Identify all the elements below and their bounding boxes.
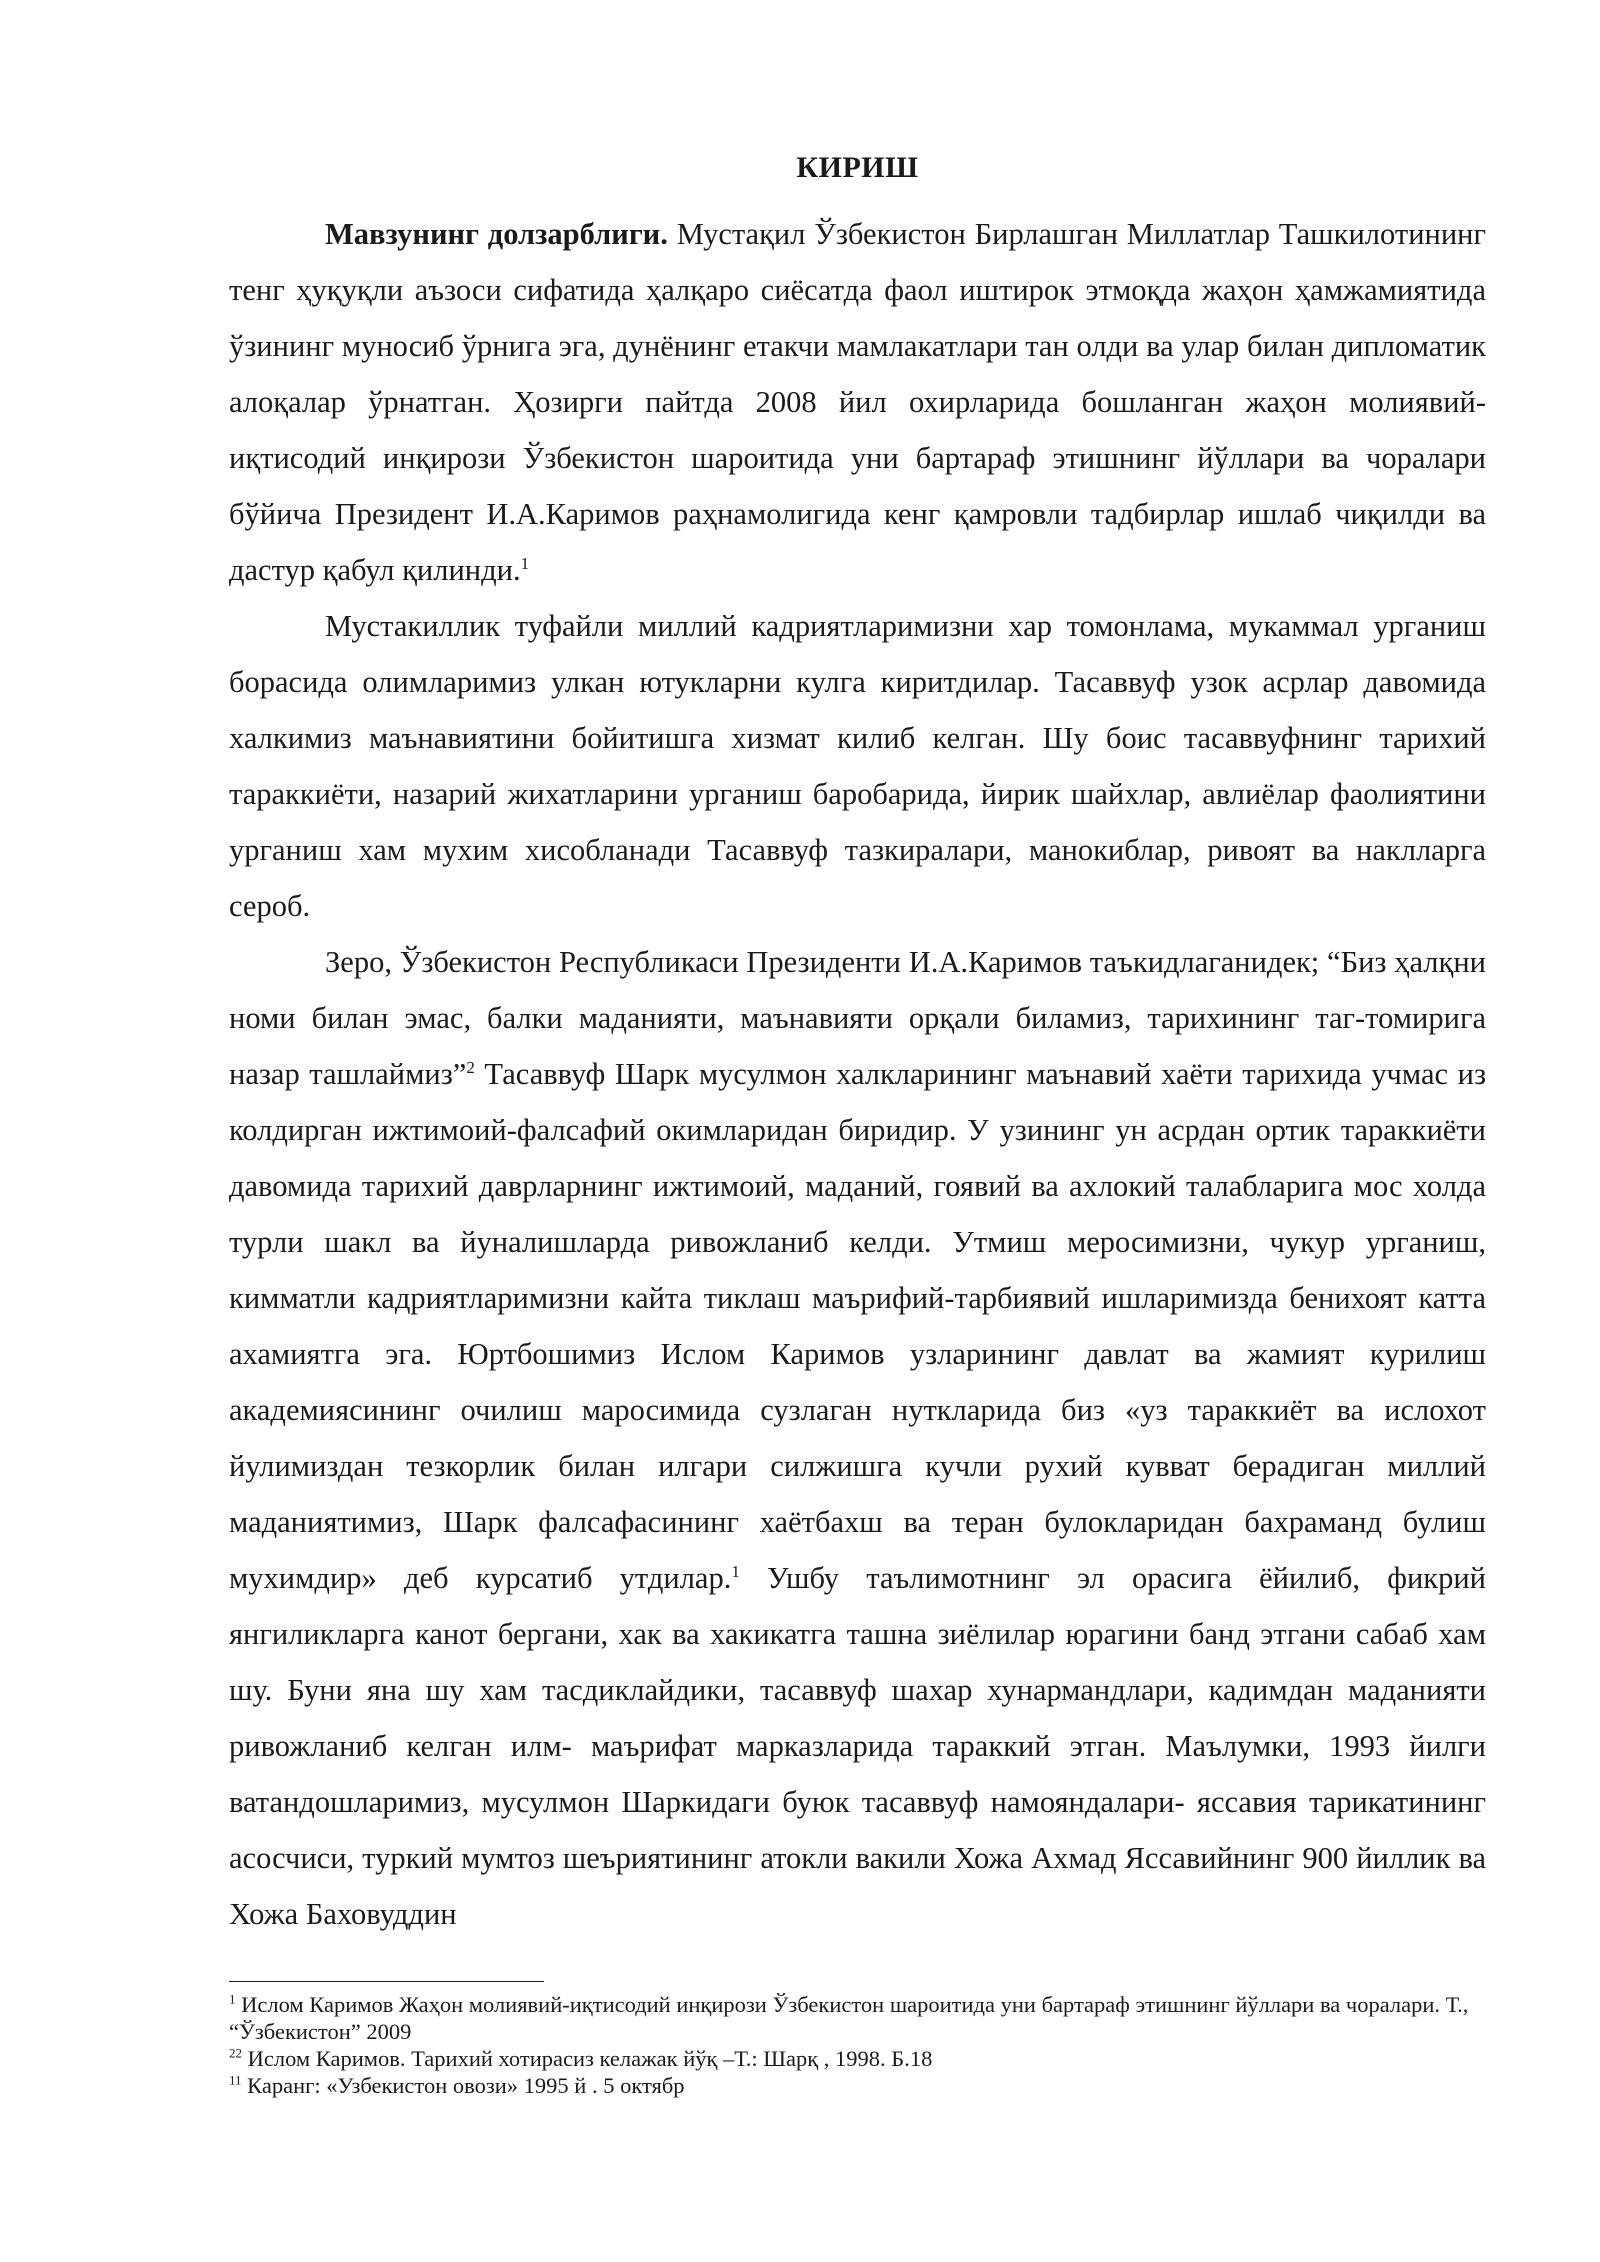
paragraph-lead: Мавзунинг долзарблиги. bbox=[325, 217, 668, 251]
footnote-text: Каранг: «Узбекистон овози» 1995 й . 5 октябр bbox=[241, 2073, 685, 2098]
footnote-mark: 22 bbox=[229, 2045, 242, 2061]
paragraph-text: Мустақил Ўзбекистон Бирлашган Миллатлар Ташкилотининг тенг ҳуқуқли аъзоси сифатида ҳалқаро сиёсатда фаол иштирок этмоқда жаҳон ҳамжамиятида ўзининг муносиб ўрнига эга, дунёнинг етакчи мамлакатлари тан олди ва улар билан дипломатик алоқалар ўрнатган. Ҳозирги пайтда 2008 йил охирларида бошланган жаҳон молиявий-иқтисодий инқирози Ўзбекистон шароитида уни бартараф этишнинг йўллари ва чоралари бўйича Президент И.А.Каримов раҳнамолигида кенг қамровли тадбирлар ишлаб чиқилди ва дастур қабул қилинди. bbox=[229, 217, 1487, 587]
paragraph-text: Зеро, Ўзбекистон Республикаси Президенти И.А.Каримов таъкидлаганидек; “Биз ҳалқни номи билан эмас, балки маданияти, маънавияти орқали биламиз, тарихининг таг-томирига назар ташлаймиз” bbox=[229, 945, 1486, 1091]
footnote-ref: 2 bbox=[466, 1057, 475, 1077]
footnote-text: Ислом Каримов Жаҳон молиявий-иқтисодий инқирози Ўзбекистон шароитида уни бартараф этишнинг йўллари ва чоралари. Т., “Ўзбекистон” 2009 bbox=[229, 1992, 1469, 2044]
page-body bbox=[229, 148, 1486, 1942]
footnote bbox=[229, 1991, 1486, 2045]
paragraph-text: Тасаввуф Шарк мусулмон халкларининг маънавий хаёти тарихида учмас из колдирган ижтимоий-фалсафий окимларидан биридир. У узининг ун асрдан ортик тараккиёти давомида тарихий даврларнинг ижтимоий, маданий, гоявий ва ахлокий талабларига мос холда турли шакл ва йуналишларда ривожланиб келди. Утмиш меросимизни, чукур урганиш, кимматли кадриятларимизни кайта тиклаш маърифий-тарбиявий ишларимизда бенихоят катта ахамиятга эга. Юртбошимиз Ислом Каримов узларининг давлат ва жамият курилиш академиясининг очилиш маросимида сузлаган нуткларида биз «уз тараккиёт ва ислохот йулимиздан тезкорлик билан илгари силжишга кучли рухий кувват берадиган миллий маданиятимиз, Шарк фалсафасининг хаётбахш ва теран булокларидан бахраманд булиш мухимдир» деб курсатиб утдилар. bbox=[229, 1057, 1487, 1595]
footnote-mark: 1 bbox=[229, 1991, 236, 2007]
paragraph-independence: Мустакиллик туфайли миллий кадриятларимизни хар томонлама, мукаммал урганиш борасида олимларимиз улкан ютукларни кулга киритдилар. Тасаввуф узок асрлар давомида халкимиз маънавиятини бойитишга хизмат килиб келган. Шу боис тасаввуфнинг тарихий тараккиёти, назарий жихатларини урганиш баробарида, йирик шайхлар, авлиёлар фаолиятини урганиш хам мухим хисобланади Тасаввуф тазкиралари, манокиблар, ривоят ва наклларга сероб. bbox=[229, 609, 1486, 923]
footnote bbox=[229, 2072, 1486, 2099]
footnote bbox=[229, 2045, 1486, 2072]
paragraph-text: Ушбу таълимотнинг эл орасига ёйилиб, фикрий янгиликларга канот бергани, хак ва хакикатга ташна зиёлилар юрагини банд этгани сабаб хам шу. Буни яна шу хам тасдиклайдики, тасаввуф шахар хунармандлари, кадимдан маданияти ривожланиб келган илм- маърифат марказларида тараккий этган. Маълумки, 1993 йилги ватандошларимиз, мусулмон Шаркидаги буюк тасаввуф намояндалари- яссавия тарикатининг асосчиси, туркий мумтоз шеъриятининг атокли вакили Хожа Ахмад Яссавийнинг 900 йиллик ва Хожа Баховуддин bbox=[229, 1561, 1486, 1931]
page-title: КИРИШ bbox=[796, 151, 919, 184]
footnote-ref: 1 bbox=[731, 1561, 740, 1581]
footnote-ref: 1 bbox=[520, 553, 530, 573]
paragraph-relevance bbox=[229, 206, 1486, 598]
footnote-mark: 11 bbox=[229, 2072, 242, 2088]
paragraph-sufism bbox=[229, 934, 1486, 1942]
footnote-text: Ислом Каримов. Тарихий хотирасиз келажак йўқ –Т.: Шарқ , 1998. Б.18 bbox=[242, 2046, 933, 2071]
footnote-separator bbox=[229, 1981, 544, 1982]
footnotes bbox=[229, 1991, 1486, 2099]
